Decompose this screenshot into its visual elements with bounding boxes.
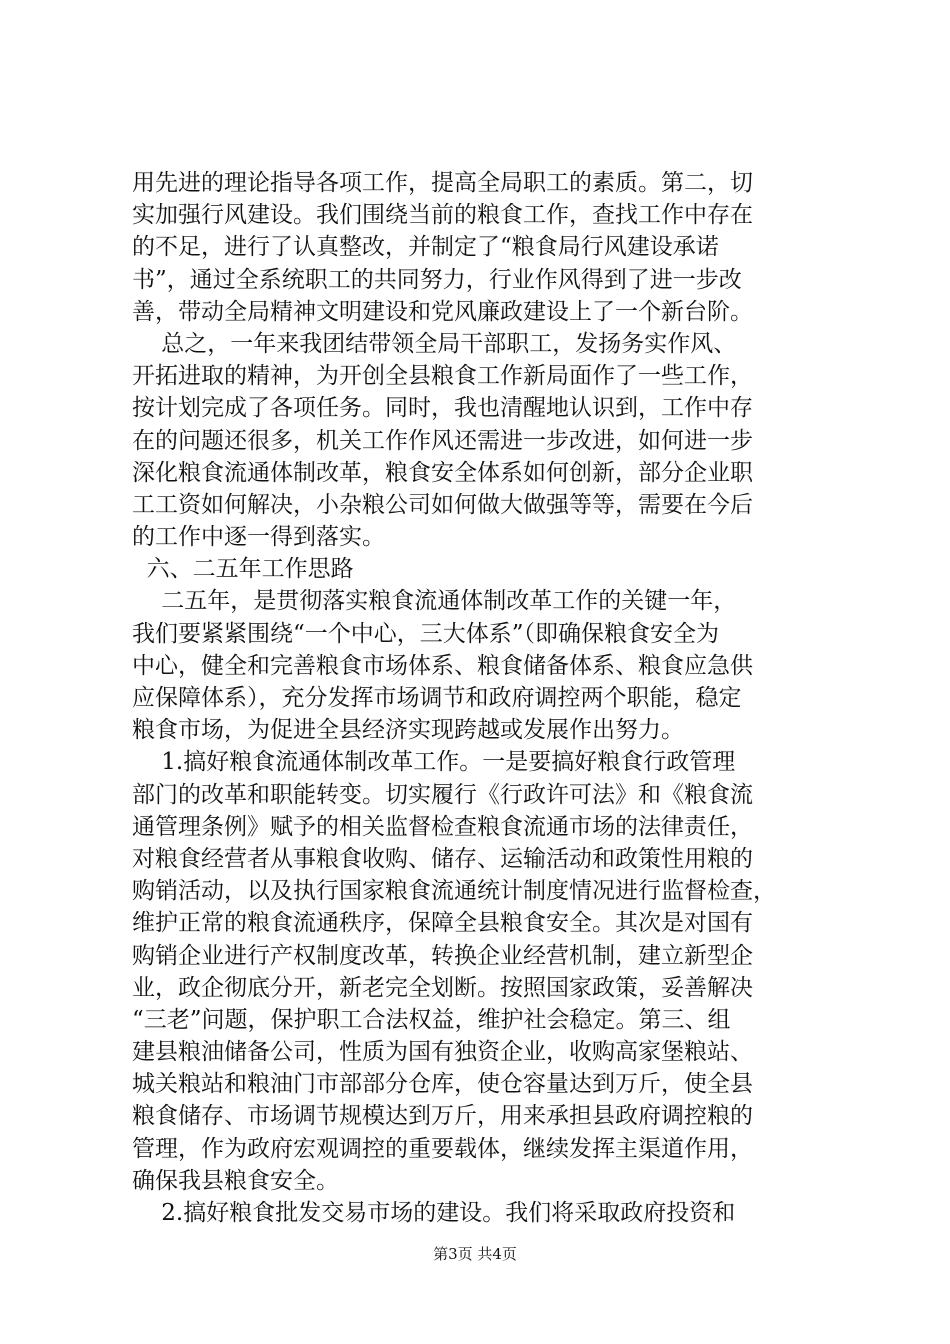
text-line: 中心，健全和完善粮食市场体系、粮食储备体系、粮食应急供	[132, 652, 753, 679]
text-line: 开拓进取的精神，为开创全县粮食工作新局面作了一些工作，	[132, 363, 753, 390]
section-heading: 六、二五年工作思路	[132, 556, 354, 583]
text-line: 业，政企彻底分开，新老完全划断。按照国家政策，妥善解决	[132, 974, 753, 1001]
text-line: 二五年，是贯彻落实粮食流通体制改革工作的关键一年，	[132, 588, 737, 615]
text-line: 1.搞好粮食流通体制改革工作。一是要搞好粮食行政管理	[132, 749, 736, 776]
text-line: 通管理条例》赋予的相关监督检查粮食流通市场的法律责任，	[132, 813, 753, 840]
document-body	[132, 167, 832, 1229]
text-line: 按计划完成了各项任务。同时，我也清醒地认识到，工作中存	[132, 395, 753, 422]
text-line: 粮食市场，为促进全县经济实现跨越或发展作出努力。	[132, 717, 684, 744]
text-line: 实加强行风建设。我们围绕当前的粮食工作，查找工作中存在	[132, 202, 753, 229]
text-line: 部门的改革和职能转变。切实履行《行政许可法》和《粮食流	[132, 781, 753, 808]
text-line: 的不足，进行了认真整改，并制定了“粮食局行风建设承诺	[132, 234, 719, 261]
text-line: 购销企业进行产权制度改革，转换企业经营机制，建立新型企	[132, 942, 753, 969]
text-line: 善，带动全局精神文明建设和党风廉政建设上了一个新台阶。	[132, 298, 753, 325]
text-line: 购销活动，以及执行国家粮食流通统计制度情况进行监督检查，	[132, 878, 776, 905]
text-line: 用先进的理论指导各项工作，提高全局职工的素质。第二，切	[132, 170, 753, 196]
page-number-footer: 第3页 共4页	[433, 1245, 517, 1263]
text-line: 建县粮油储备公司，性质为国有独资企业，收购高家堡粮站、	[132, 1039, 753, 1066]
text-line: 书”，通过全系统职工的共同努力，行业作风得到了进一步改	[132, 266, 742, 293]
text-line: 城关粮站和粮油门市部部分仓库，使仓容量达到万斤，使全县	[132, 1071, 753, 1098]
text-line: “三老”问题，保护职工合法权益，维护社会稳定。第三、组	[132, 1006, 731, 1033]
text-line: 对粮食经营者从事粮食收购、储存、运输活动和政策性用粮的	[132, 845, 753, 872]
text-line: 工工资如何解决，小杂粮公司如何做大做强等等，需要在今后	[132, 491, 753, 518]
text-line: 深化粮食流通体制改革，粮食安全体系如何创新，部分企业职	[132, 459, 753, 486]
text-line: 应保障体系），充分发挥市场调节和政府调控两个职能，稳定	[132, 685, 742, 711]
text-line: 的工作中逐一得到落实。	[132, 524, 385, 551]
text-line: 粮食储存、市场调节规模达到万斤，用来承担县政府调控粮的	[132, 1103, 753, 1130]
text-line: 确保我县粮食安全。	[132, 1167, 339, 1194]
text-line: 我们要紧紧围绕“一个中心，三大体系”（即确保粮食安全为	[132, 620, 720, 647]
text-line: 管理，作为政府宏观调控的重要载体，继续发挥主渠道作用，	[132, 1135, 753, 1162]
text-line: 在的问题还很多，机关工作作风还需进一步改进，如何进一步	[132, 427, 753, 454]
text-line: 维护正常的粮食流通秩序，保障全县粮食安全。其次是对国有	[132, 910, 753, 937]
text-line: 2.搞好粮食批发交易市场的建设。我们将采取政府投资和	[132, 1200, 736, 1226]
text-line: 总之，一年来我团结带领全局干部职工，发扬务实作风、	[132, 330, 737, 357]
